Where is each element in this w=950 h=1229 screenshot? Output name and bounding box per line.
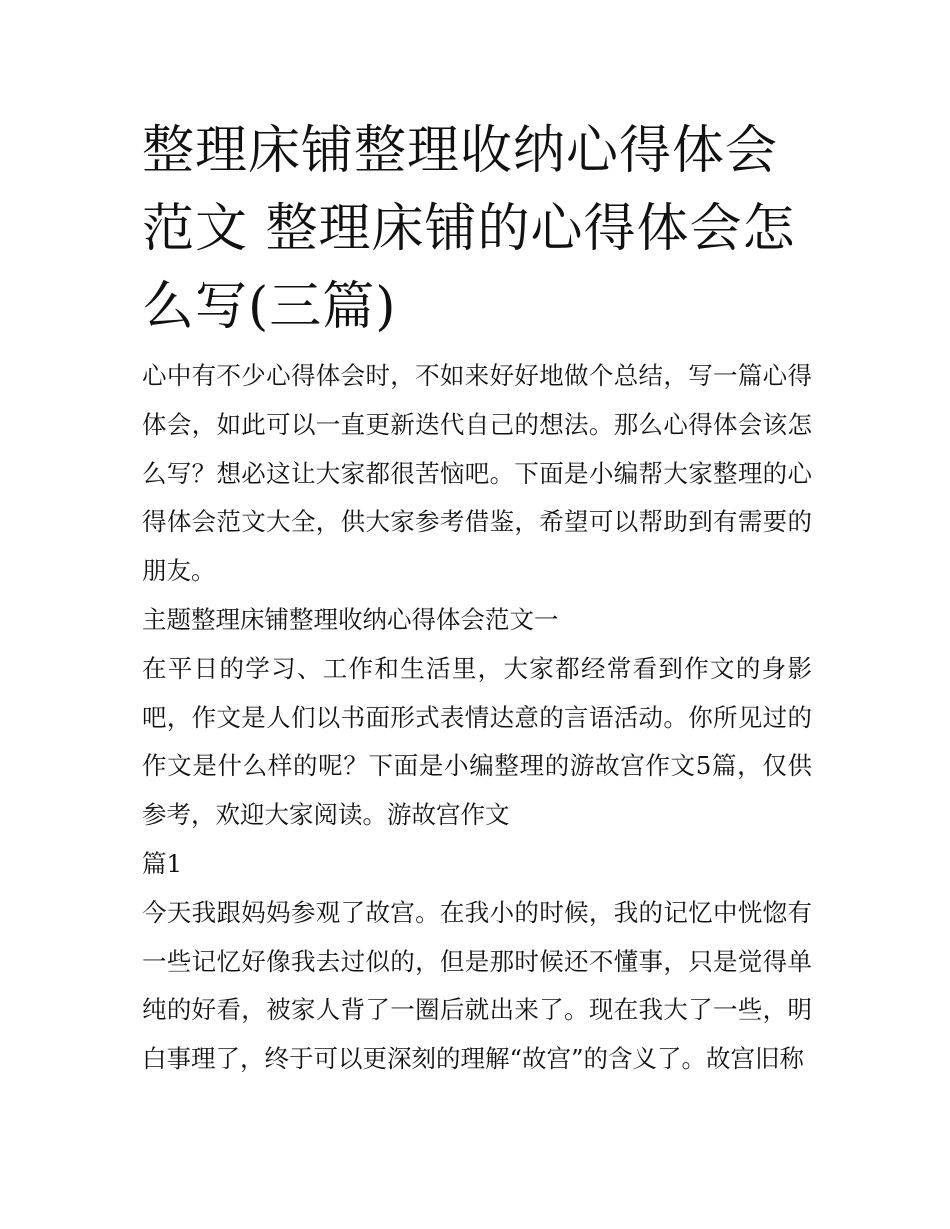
- intro-paragraph: 心中有不少心得体会时，不如来好好地做个总结，写一篇心得体会，如此可以一直更新迭代自己的想法。那么心得体会该怎么写？想必这让大家都很苦恼吧。下面是小编帮大家整理的心得体会范文大全，供大家参考借鉴，希望可以帮助到有需要的朋友。: [142, 361, 812, 586]
- part-label: 篇1: [142, 848, 183, 878]
- section-heading: 主题整理床铺整理收纳心得体会范文一: [142, 604, 559, 634]
- document-page: [142, 112, 812, 1084]
- body-paragraph: 在平日的学习、工作和生活里，大家都经常看到作文的身影吧，作文是人们以书面形式表情达意的言语活动。你所见过的作文是什么样的呢？下面是小编整理的游故宫作文5篇，仅供参考，欢迎大家阅读。游故宫作文: [142, 653, 812, 830]
- document-title: 整理床铺整理收纳心得体会范文 整理床铺的心得体会怎么写(三篇): [142, 121, 796, 337]
- body-paragraph: 今天我跟妈妈参观了故宫。在我小的时候，我的记忆中恍惚有一些记忆好像我去过似的，但是那时候还不懂事，只是觉得单纯的好看，被家人背了一圈后就出来了。现在我大了一些，明白事理了，终于可以更深刻的理解“故宫”的含义了。故宫旧称: [142, 897, 812, 1074]
- title-block: [142, 112, 812, 346]
